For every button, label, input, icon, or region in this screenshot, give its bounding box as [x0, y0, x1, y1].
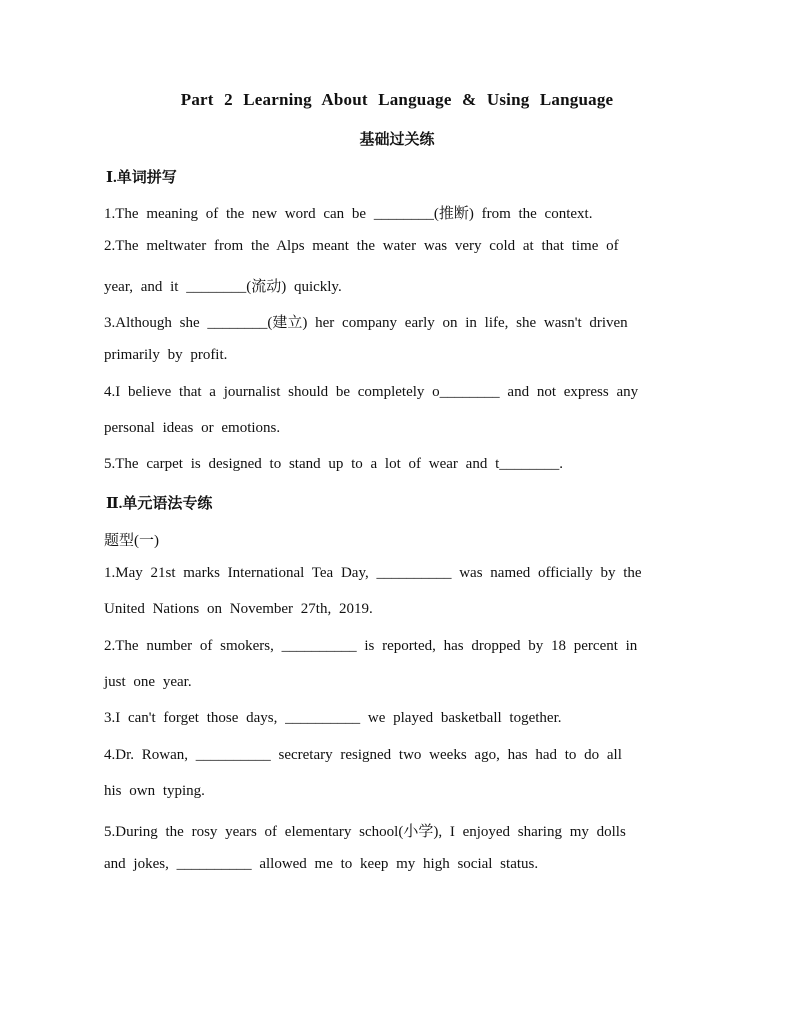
section-2-line: his own typing. — [104, 783, 205, 799]
page-subtitle: 基础过关练 — [359, 132, 435, 148]
section-1-line: personal ideas or emotions. — [104, 420, 281, 436]
section-1-line: 1.The meaning of the new word can be ________(推断) from the context. — [104, 206, 593, 222]
section-2-line: 1.May 21st marks International Tea Day, __________ was named officially by the — [104, 565, 642, 581]
section-1-line: 4.I believe that a journalist should be completely o________ and not express any — [104, 384, 639, 400]
section-2-line: 4.Dr. Rowan, __________ secretary resigned two weeks ago, has had to do all — [104, 747, 622, 763]
section-1-line: year, and it ________(流动) quickly. — [104, 279, 342, 295]
section-1-line: 2.The meltwater from the Alps meant the water was very cold at that time of — [104, 238, 619, 254]
section-2-line: 3.I can't forget those days, __________ we played basketball together. — [104, 710, 562, 726]
section-1-line: 5.The carpet is designed to stand up to a lot of wear and t________. — [104, 456, 563, 472]
section-1-line: 3.Although she ________(建立) her company early on in life, she wasn't driven — [104, 315, 628, 331]
page-title: Part 2 Learning About Language & Using Language — [180, 90, 614, 109]
section-2-line: just one year. — [104, 674, 192, 690]
section-2-subheading: 题型(一) — [104, 533, 159, 549]
section-2-line: and jokes, __________ allowed me to keep my high social status. — [104, 856, 539, 872]
section-2-line: 2.The number of smokers, __________ is reported, has dropped by 18 percent in — [104, 638, 638, 654]
section-2-line: 5.During the rosy years of elementary school(小学), I enjoyed sharing my dolls — [104, 824, 626, 840]
section-2-line: United Nations on November 27th, 2019. — [104, 601, 373, 617]
section-2-heading: Ⅱ.单元语法专练 — [106, 496, 213, 512]
section-1-line: primarily by profit. — [104, 347, 228, 363]
section-1-heading: Ⅰ.单词拼写 — [106, 170, 177, 186]
